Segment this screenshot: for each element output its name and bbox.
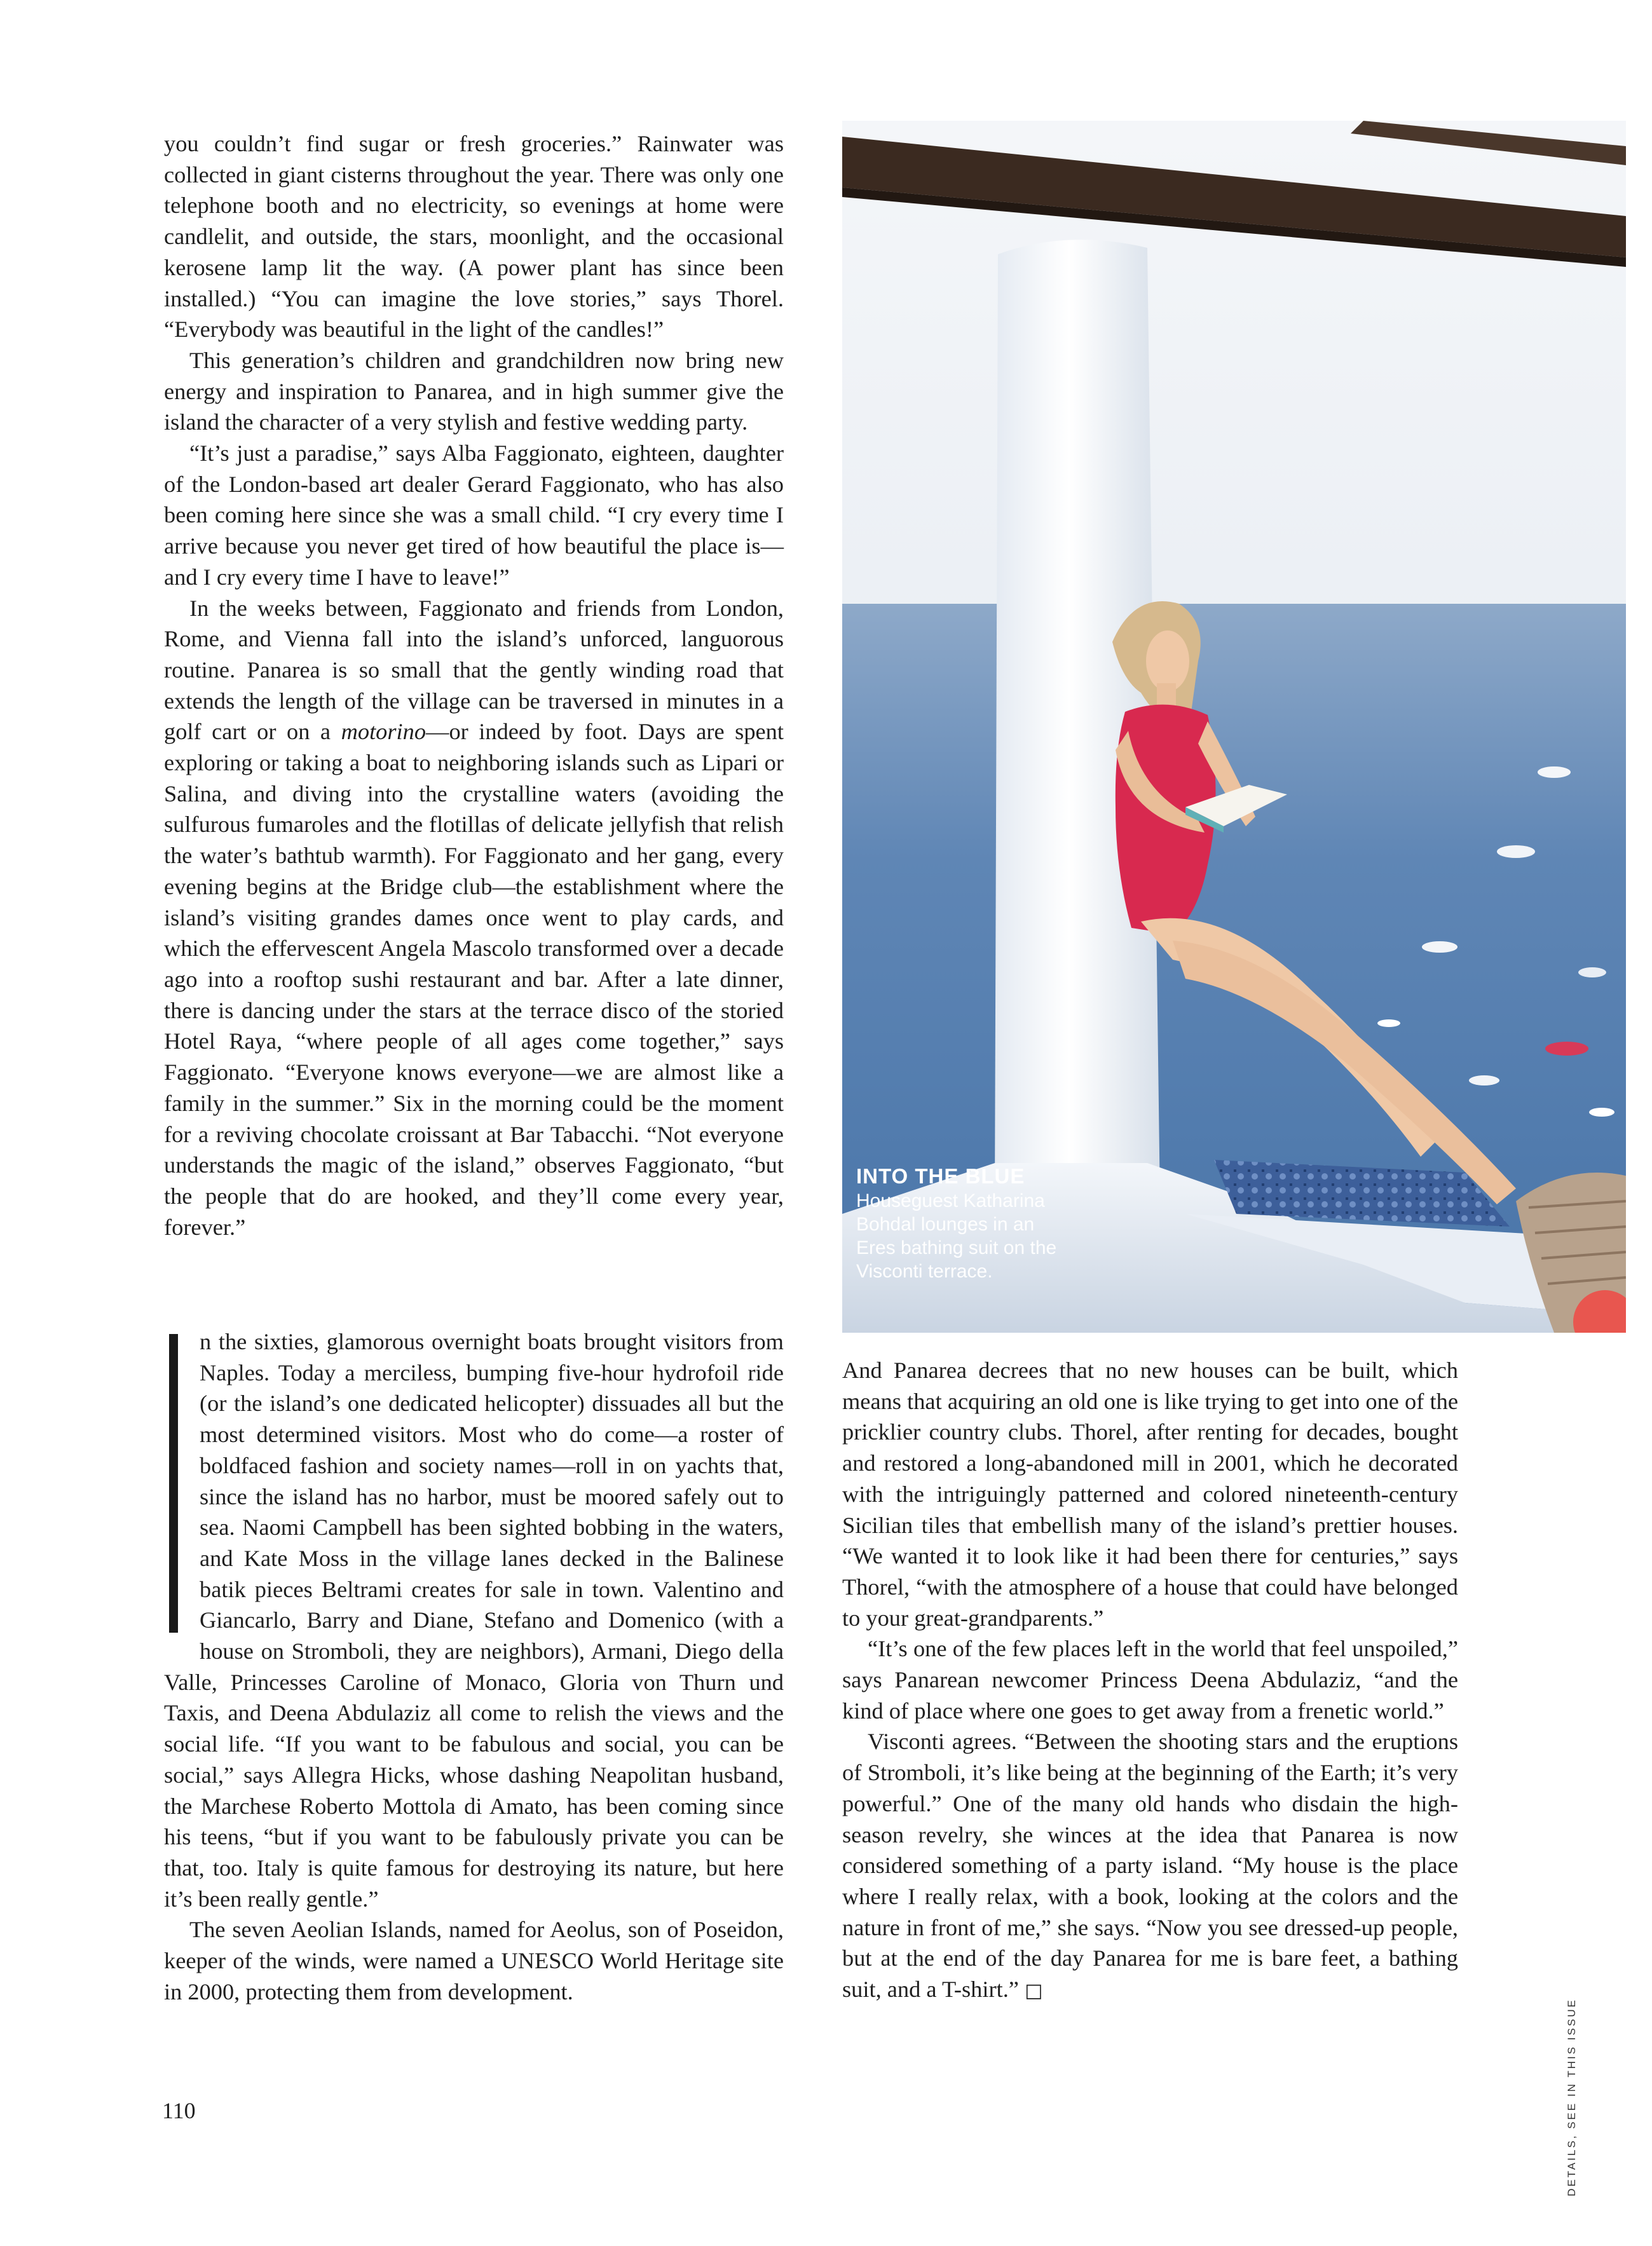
dropcap [164, 1334, 191, 1639]
article-column-right [842, 1355, 1458, 2007]
paragraph-text: n the sixties, glamorous overnight boats brought visitors from Naples. Today a merciless, bumping five-hour hydrofoil ride (or the island’s one dedicated helicopter) dissuades all but the most determined visitors. Most who do come—a roster of boldfaced fashion and society names—roll in on yachts that, since the island has no harbor, must be moored safely out to sea. Naomi Campbell has been sighted bobbing in the waters, and Kate Moss in the village lanes decked in the Balinese batik pieces Beltrami creates for sale in town. Valentino and Giancarlo, Barry and Diane, Stefano and Domenico (with a house on Stromboli, they are neighbors), Armani, Diego della Valle, Princesses Caroline of Monaco, Gloria von Thurn und Taxis, and Deena Abdulaziz all come to relish the views and the social life. “If you want to be fabulous and social, you can be social,” says Allegra Hicks, whose dashing Neapolitan husband, the Marchese Roberto Mottola di Amato, has been coming since his teens, “but if you want to be fabulously private you can be that, too. Italy is quite famous for destroying its nature, but here it’s been really gentle.” [164, 1329, 784, 1912]
paragraph [842, 1726, 1458, 2006]
photo-caption [856, 1164, 1060, 1283]
article-column-left-top [164, 128, 784, 1242]
caption-title: INTO THE BLUE [856, 1164, 1025, 1188]
paragraph [164, 593, 784, 1243]
side-note-text: DETAILS, SEE IN THIS ISSUE [1566, 1998, 1578, 2196]
paragraph: “It’s just a paradise,” says Alba Faggionato, eighteen, daughter of the London-based art dealer Gerard Faggionato, who has also been coming here since she was a small child. “I cry every time I arrive because you never get tired of how beautiful the place is—and I cry every time I have to leave!” [164, 440, 784, 590]
dropcap-bar [169, 1334, 178, 1633]
paragraph [164, 1326, 784, 1914]
paragraph: you couldn’t find sugar or fresh groceries.” Rainwater was collected in giant cisterns throughout the year. There was only one telephone booth and no electricity, so evenings at home were candlelit, and outside, the stars, moonlight, and the occasional kerosene lamp lit the way. (A power plant has since been installed.) “You can imagine the love stories,” says Thorel. “Everybody was beautiful in the light of the candles!” [164, 131, 784, 343]
paragraph-text: Visconti agrees. “Between the shooting stars and the eruptions of Stromboli, it’s like being at the beginning of the Earth; it’s very powerful.” One of the many old hands who disdain the high-season revelry, she winces at the idea that Panarea is now considered something of a party island. “My house is the place where I really relax, with a book, looking at the colors and the nature in front of me,” she says. “Now you see dressed-up people, but at the end of the day Panarea for me is bare feet, a bathing suit, and a T-shirt.” [842, 1729, 1458, 2003]
paragraph: The seven Aeolian Islands, named for Aeolus, son of Poseidon, keeper of the winds, were named a UNESCO World Heritage site in 2000, protecting them from development. [164, 1917, 784, 2004]
paragraph: And Panarea decrees that no new houses can be built, which means that acquiring an old one is like trying to get into one of the pricklier country clubs. Thorel, after renting for decades, bought and restored a long-abandoned mill in 2001, which he decorated with the intriguingly patterned and colored nineteenth-century Sicilian tiles that embellish many of the island’s prettier houses. “We wanted it to look like it had been there for centuries,” says Thorel, “with the atmosphere of a house that could have belonged to your great-grandparents.” [842, 1358, 1458, 1631]
paragraph-text: In the weeks between, Faggionato and friends from London, Rome, and Vienna fall into the island’s unforced, languorous routine. Panarea is so small that the gently winding road that extends the length of the village can be traversed in minutes in a golf cart or on a [164, 595, 784, 745]
paragraph-text: —or indeed by foot. Days are spent exploring or taking a boat to neighboring islands such as Lipari or Salina, and diving into the crystalline waters (avoiding the sulfurous fumaroles and the flotillas of delicate jellyfish that relish the water’s bathtub warmth). For Faggionato and her gang, every evening begins at the Bridge club—the establishment where the island’s visiting grandes dames once went to play cards, and which the effervescent Angela Mascolo transformed over a decade ago into a rooftop sushi restaurant and bar. After a late dinner, there is dancing under the stars at the terrace disco of the storied Hotel Raya, “where people of all ages come together,” says Faggionato. “Everyone knows everyone—we are almost like a family in the summer.” Six in the morning could be the moment for a reviving chocolate croissant at Bar Tabacchi. “Not everyone understands the magic of the island,” observes Faggionato, “but the people that do are hooked, and they’ll come every year, forever.” [164, 719, 784, 1240]
side-note [1562, 1998, 1581, 2196]
article-photo [842, 121, 1626, 1333]
italic-word: motorino [341, 719, 427, 745]
article-column-left-bottom [164, 1326, 784, 2007]
paragraph: “It’s one of the few places left in the world that feel unspoiled,” says Panarean newcomer Princess Deena Abdulaziz, “and the kind of place where one goes to get away from a frenetic world.” [842, 1636, 1458, 1724]
end-mark: □ [1025, 1980, 1043, 2003]
page-number: 110 [162, 2098, 196, 2123]
paragraph: This generation’s children and grandchildren now bring new energy and inspiration to Panarea, and in high summer give the island the character of a very stylish and festive wedding party. [164, 347, 784, 435]
caption-body: Houseguest Katharina Bohdal lounges in an Eres bathing suit on the Visconti terrace. [856, 1190, 1057, 1282]
